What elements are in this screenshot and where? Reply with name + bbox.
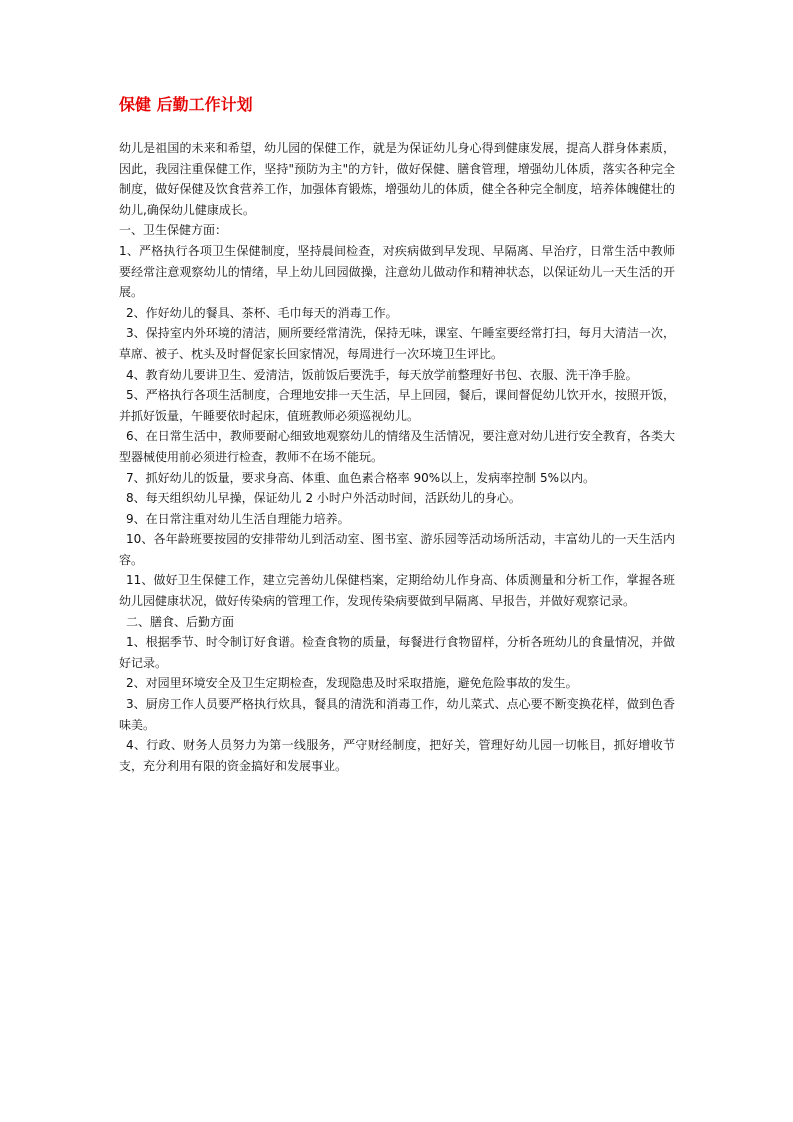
health-item-2: 2、作好幼儿的餐具、茶杯、毛巾每天的消毒工作。 [126, 305, 398, 320]
logistics-item-1: 1、根据季节、时令制订好食谱。检查食物的质量，每餐进行食物留样，分析各班幼儿的食量情况，并做好记录。 [119, 635, 675, 670]
document-page [119, 92, 675, 776]
health-item-11: 11、做好卫生保健工作，建立完善幼儿保健档案，定期给幼儿作身高、体质测量和分析工作，掌握各班幼儿园健康状况，做好传染病的管理工作，发现传染病要做到早隔离、早报告，并做好观察记录。 [119, 573, 675, 609]
document-title: 保健 后勤工作计划 [119, 95, 253, 114]
health-item-3: 3、保持室内外环境的清洁，厕所要经常清洗，保持无味，课室、午睡室要经常打扫，每月大清洁一次，草席、被子、枕头及时督促家长回家情况，每周进行一次环境卫生评比。 [119, 326, 675, 361]
health-item-4: 4、教育幼儿要讲卫生、爱清洁，饭前饭后要洗手，每天放学前整理好书包、衣服、洗干净手脸。 [126, 367, 638, 382]
document-body [119, 138, 675, 776]
logistics-item-4: 4、行政、财务人员努力为第一线服务，严守财经制度，把好关，管理好幼儿园一切帐目，抓好增收节支，充分利用有限的资金搞好和发展事业。 [119, 738, 675, 773]
intro-paragraph: 幼儿是祖国的未来和希望，幼儿园的保健工作，就是为保证幼儿身心得到健康发展，提高人群身体素质，因此，我园注重保健工作，坚持"预防为主"的方针，做好保健、膳食管理，增强幼儿体质，落实各种完全制度，做好保健及饮食营养工作，加强体育锻炼，增强幼儿的体质，健全各种完全制度，培养体魄健壮的幼儿,确保幼儿健康成长。 [119, 141, 675, 217]
health-item-5: 5、严格执行各项生活制度，合理地安排一天生活，早上回园，餐后，课间督促幼儿饮开水，按照开饭，并抓好饭量，午睡要依时起床，值班教师必须巡视幼儿。 [119, 388, 675, 423]
logistics-item-3: 3、厨房工作人员要严格执行炊具，餐具的清洗和消毒工作，幼儿菜式、点心要不断变换花样，做到色香味美。 [119, 697, 675, 732]
health-item-8: 8、每天组织幼儿早操，保证幼儿 2 小时户外活动时间，活跃幼儿的身心。 [126, 491, 521, 506]
section-heading-health: 一、卫生保健方面： [119, 223, 228, 238]
logistics-item-2: 2、对园里环境安全及卫生定期检查，发现隐患及时采取措施，避免危险事故的发生。 [126, 676, 578, 691]
health-item-9: 9、在日常注重对幼儿生活自理能力培养。 [126, 511, 350, 526]
health-item-7: 7、抓好幼儿的饭量，要求身高、体重、血色素合格率 90%以上，发病率控制 5%以内。 [126, 470, 595, 485]
health-item-1: 1、严格执行各项卫生保健制度，坚持晨间检查，对疾病做到早发现、早隔离、早治疗，日常生活中教师要经常注意观察幼儿的情绪，早上幼儿回园做操，注意幼儿做动作和精神状态，以保证幼儿一天生活的开展。 [119, 243, 675, 300]
health-item-6: 6、在日常生活中，教师要耐心细致地观察幼儿的情绪及生活情况，要注意对幼儿进行安全教育，各类大型器械使用前必须进行检查，教师不在场不能玩。 [119, 429, 675, 464]
health-item-10: 10、各年龄班要按园的安排带幼儿到活动室、图书室、游乐园等活动场所活动，丰富幼儿的一天生活内容。 [119, 532, 675, 567]
section-heading-logistics: 二、膳食、后勤方面 [126, 614, 235, 629]
